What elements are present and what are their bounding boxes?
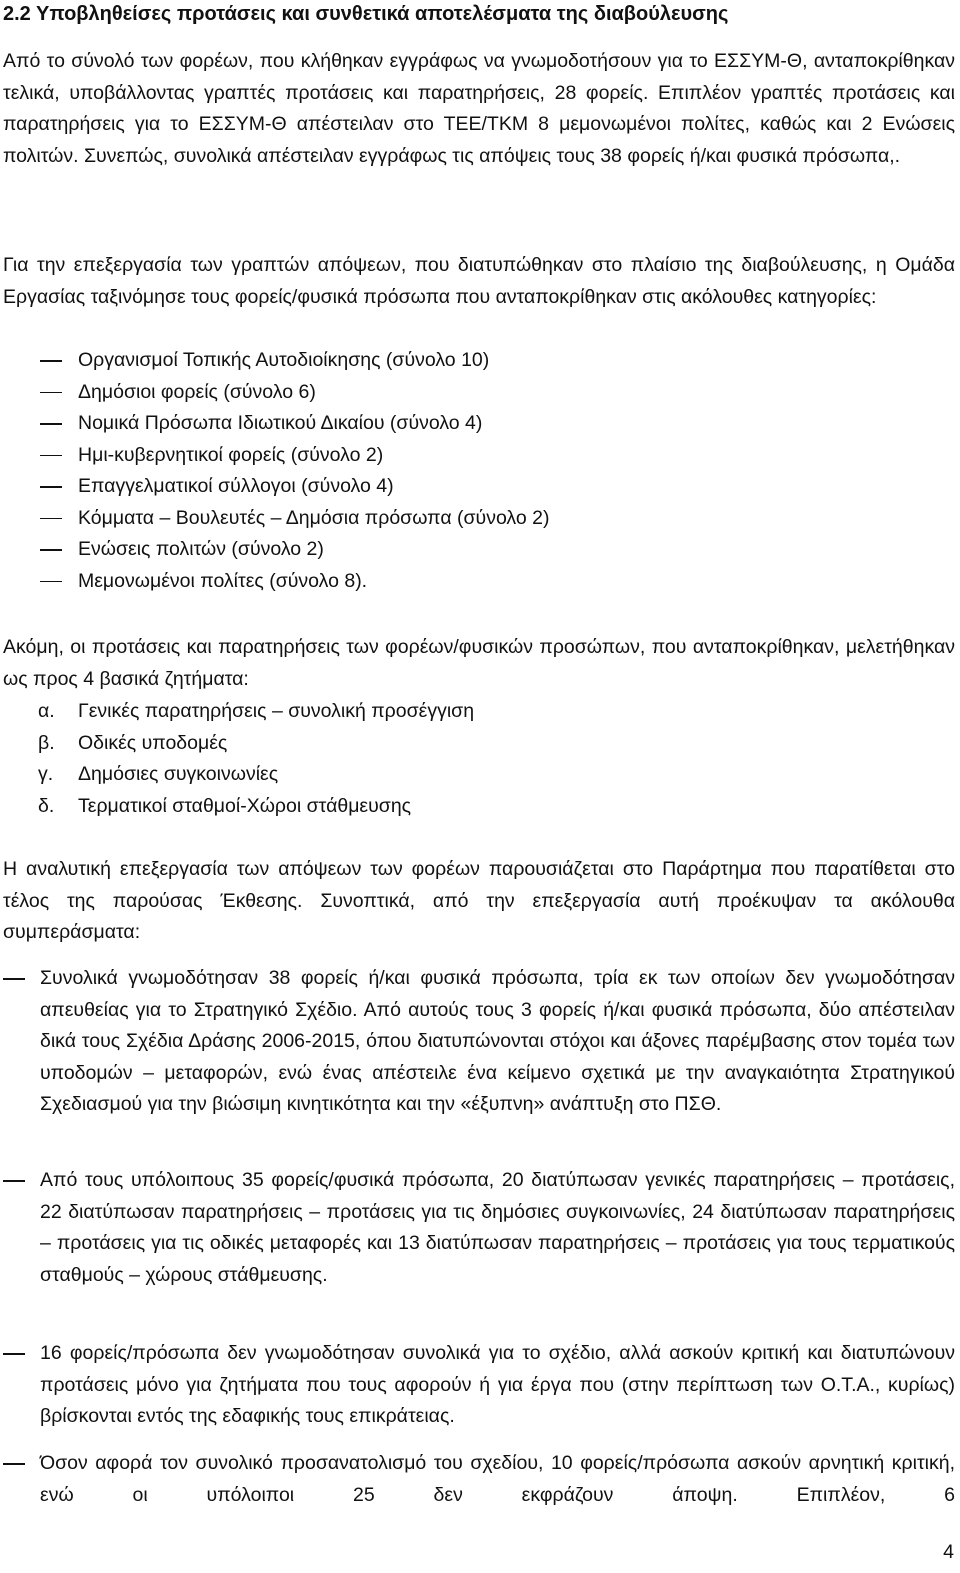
analysis-paragraph: Η αναλυτική επεξεργασία των απόψεων των φορέων παρουσιάζεται στο Παράρτημα που παρατίθεται στο τέλος της παρούσας Έκθεσης. Συνοπτικά, από την επεξεργασία αυτή προέκυψαν τα ακόλουθα συμπεράσματα: xyxy=(3,858,955,943)
list-item: α. Γενικές παρατηρήσεις – συνολική προσέγγιση xyxy=(38,696,474,728)
list-item: Κόμματα – Βουλευτές – Δημόσια πρόσωπα (σύνολο 2) xyxy=(3,503,943,535)
list-marker: β. xyxy=(38,731,55,754)
list-item: Δημόσιοι φορείς (σύνολο 6) xyxy=(3,377,943,409)
page-number: 4 xyxy=(943,1541,954,1563)
issues-list xyxy=(38,696,474,822)
dash-bullet-icon xyxy=(3,978,25,980)
dash-bullet-icon xyxy=(40,455,62,457)
list-marker: δ. xyxy=(38,794,55,817)
dash-bullet-icon xyxy=(40,581,62,583)
conclusion-item: Όσον αφορά τον συνολικό προσανατολισμό του σχεδίου, 10 φορείς/πρόσωπα ασκούν αρνητική κριτική, ενώ οι υπόλοιποι 25 δεν εκφράζουν άποψη. Επιπλέον, 6 xyxy=(3,1448,955,1511)
dash-bullet-icon xyxy=(3,1463,25,1465)
list-marker: γ. xyxy=(38,763,54,785)
conclusion-item: Από τους υπόλοιπους 35 φορείς/φυσικά πρόσωπα, 20 διατύπωσαν γενικές παρατηρήσεις – προτάσεις, 22 διατύπωσαν παρατηρήσεις – προτάσεις για τις δημόσιες συγκοινωνίες, 24 διατύπωσαν παρατηρήσεις – προτάσεις για τις οδικές μεταφορές και 13 διατύπωσαν παρατηρήσεις – προτάσεις για τους τερματικούς σταθμούς – χώρους στάθμευσης. xyxy=(3,1165,955,1291)
intro-paragraph: Από το σύνολό των φορέων, που κλήθηκαν εγγράφως να γνωμοδοτήσουν για το ΕΣΣΥΜ-Θ, ανταποκρίθηκαν τελικά, υποβάλλοντας γραπτές προτάσεις και παρατηρήσεις, 28 φορείς. Επιπλέον γραπτές προτάσεις και παρατηρήσεις για το ΕΣΣΥΜ-Θ απέστειλαν στο ΤΕΕ/ΤΚΜ 8 μεμονωμένοι πολίτες, καθώς και 2 Ενώσεις πολιτών. Συνεπώς, συνολικά απέστειλαν εγγράφως τις απόψεις τους 38 φορείς ή/και φυσικά πρόσωπα,. xyxy=(3,50,955,167)
dash-bullet-icon xyxy=(40,486,62,488)
conclusion-item: 16 φορείς/πρόσωπα δεν γνωμοδότησαν συνολικά για το σχέδιο, αλλά ασκούν κριτική και διατυπώνουν προτάσεις μόνο για ζητήματα που τους αφορούν ή για έργα που (στην περίπτωση των Ο.Τ.Α., κυρίως) βρίσκονται εντός της εδαφικής τους επικράτειας. xyxy=(3,1338,955,1433)
dash-bullet-icon xyxy=(40,549,62,551)
conclusion-item: Συνολικά γνωμοδότησαν 38 φορείς ή/και φυσικά πρόσωπα, τρία εκ των οποίων δεν γνωμοδότησαν απευθείας για το Στρατηγικό Σχέδιο. Από αυτούς τους 3 φορείς ή/και φυσικά πρόσωπα, δύο απέστειλαν δικά τους Σχέδια Δράσης 2006-2015, όπου διατυπώνονται στόχοι και άξονες παρέμβασης στον τομέα των υποδομών – μεταφορών, ενώ ένας απέστειλε ένα κείμενο σχετικά με την αναγκαιότητα Στρατηγικού Σχεδιασμού για την βιώσιμη κινητικότητα και την «έξυπνη» ανάπτυξη στο ΠΣΘ. xyxy=(3,963,955,1121)
dash-bullet-icon xyxy=(40,423,62,425)
categories-intro-paragraph: Για την επεξεργασία των γραπτών απόψεων, που διατυπώθηκαν στο πλαίσιο της διαβούλευσης, η Ομάδα Εργασίας ταξινόμησε τους φορείς/φυσικά πρόσωπα που ανταποκρίθηκαν στις ακόλουθες κατηγορίες: xyxy=(3,254,955,308)
list-marker: α. xyxy=(38,700,55,722)
categories-list xyxy=(3,345,943,597)
dash-bullet-icon xyxy=(3,1353,25,1355)
list-item: Οργανισμοί Τοπικής Αυτοδιοίκησης (σύνολο 10) xyxy=(3,345,943,377)
list-item: δ. Τερματικοί σταθμοί-Χώροι στάθμευσης xyxy=(38,791,474,823)
list-item: Επαγγελματικοί σύλλογοι (σύνολο 4) xyxy=(3,471,943,503)
issues-intro-paragraph: Ακόμη, οι προτάσεις και παρατηρήσεις των φορέων/φυσικών προσώπων, που ανταποκρίθηκαν, μελετήθηκαν ως προς 4 βασικά ζητήματα: xyxy=(3,636,955,690)
dash-bullet-icon xyxy=(3,1180,25,1182)
section-heading: 2.2 Υποβληθείσες προτάσεις και συνθετικά αποτελέσματα της διαβούλευσης xyxy=(3,3,729,25)
dash-bullet-icon xyxy=(40,360,62,362)
dash-bullet-icon xyxy=(40,392,62,394)
list-item: Ημι-κυβερνητικοί φορείς (σύνολο 2) xyxy=(3,440,943,472)
list-item: β. Οδικές υποδομές xyxy=(38,728,474,760)
list-item: γ. Δημόσιες συγκοινωνίες xyxy=(38,759,474,791)
list-item: Νομικά Πρόσωπα Ιδιωτικού Δικαίου (σύνολο 4) xyxy=(3,408,943,440)
dash-bullet-icon xyxy=(40,518,62,520)
list-item: Ενώσεις πολιτών (σύνολο 2) xyxy=(3,534,943,566)
list-item: Μεμονωμένοι πολίτες (σύνολο 8). xyxy=(3,566,943,598)
